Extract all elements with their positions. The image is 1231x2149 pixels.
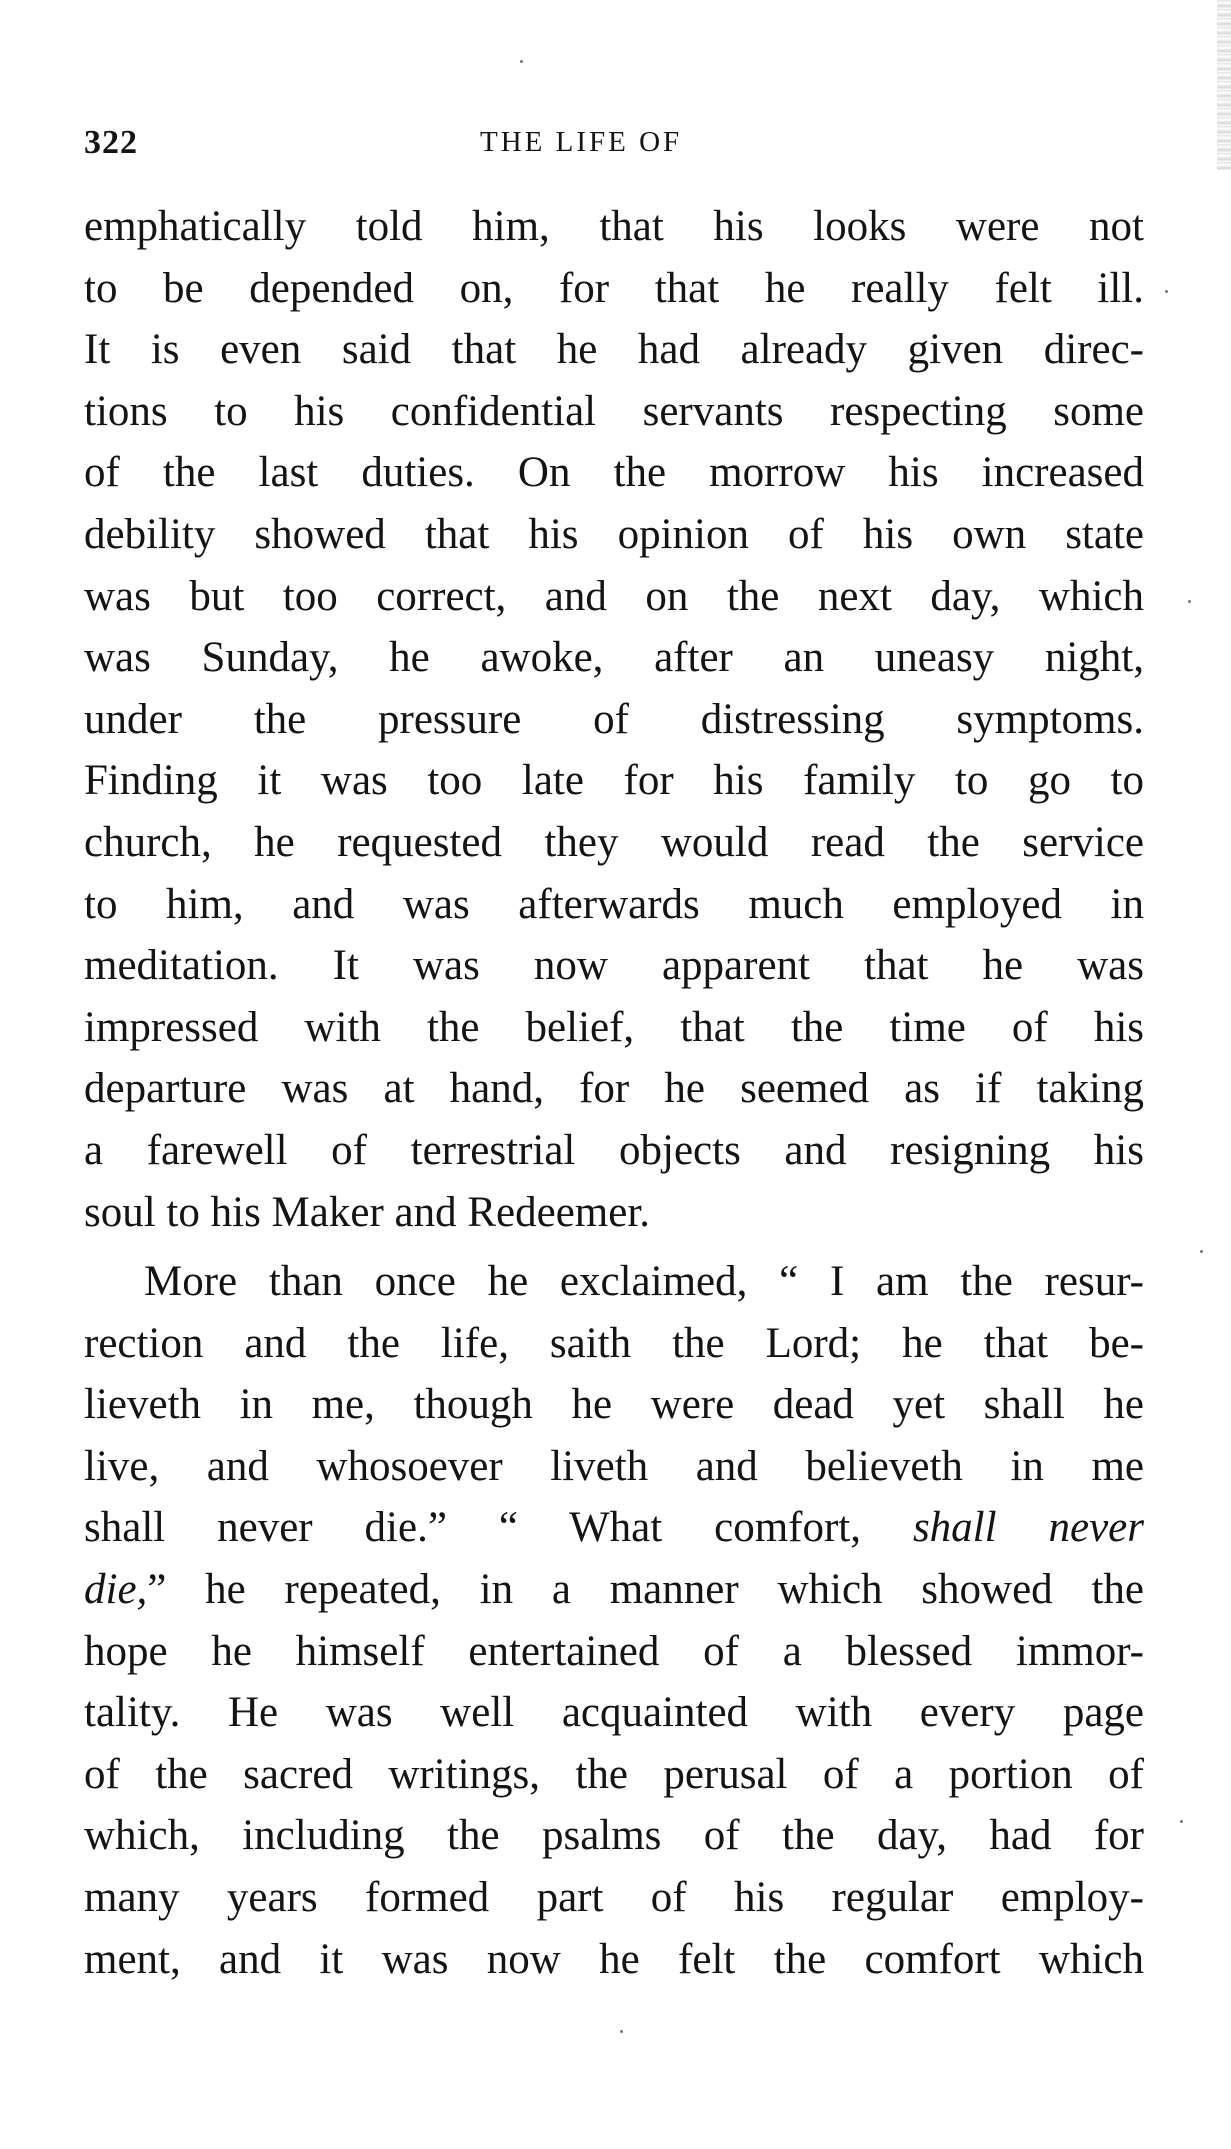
text-line: many years formed part of his regular employ-: [84, 1874, 1144, 1922]
paper-speck: [620, 2030, 623, 2033]
text-line: tions to his confidential servants respecting some: [84, 387, 1144, 435]
text-line: to him, and was afterwards much employed in: [84, 880, 1144, 928]
text-line: of the sacred writings, the perusal of a portion of: [84, 1750, 1144, 1798]
text-line: tality. He was well acquainted with every page: [84, 1689, 1144, 1737]
text-line: to be depended on, for that he really felt ill.: [84, 264, 1144, 312]
text-line: live, and whosoever liveth and believeth in me: [84, 1442, 1144, 1490]
text-line: of the last duties. On the morrow his increased: [84, 449, 1144, 497]
paragraph-end-line: soul to his Maker and Redeemer.: [84, 1188, 651, 1236]
paper-speck: [1200, 1250, 1203, 1253]
text-line: church, he requested they would read the service: [84, 818, 1144, 866]
paper-speck: [1180, 1820, 1183, 1823]
text-line: debility showed that his opinion of his own state: [84, 510, 1144, 558]
text-line: which, including the psalms of the day, had for: [84, 1812, 1144, 1860]
text-line: a farewell of terrestrial objects and resigning his: [84, 1126, 1144, 1174]
text-line-with-italic: [84, 1559, 1144, 1621]
text-line: rection and the life, saith the Lord; he that be-: [84, 1319, 1144, 1367]
text-line: Finding it was too late for his family to go to: [84, 757, 1144, 805]
text-line: meditation. It was now apparent that he was: [84, 942, 1144, 990]
text-line: departure was at hand, for he seemed as if taking: [84, 1065, 1144, 1113]
text-line: hope he himself entertained of a blessed immor-: [84, 1627, 1144, 1675]
text-line: ment, and it was now he felt the comfort which: [84, 1935, 1144, 1983]
roman-segment: shall never die.” “ What comfort,: [84, 1504, 913, 1552]
text-line-with-italic: [84, 1497, 1144, 1559]
running-title: THE LIFE OF: [480, 126, 683, 158]
page-header: [84, 124, 1144, 174]
paper-speck: [520, 60, 523, 63]
text-line: It is even said that he had already given direc-: [84, 326, 1144, 374]
page-number: 322: [84, 124, 138, 161]
paragraph-start-line: More than once he exclaimed, “ I am the resur-: [144, 1258, 1144, 1306]
body-text: [84, 196, 1144, 1990]
text-line: lieveth in me, though he were dead yet shall he: [84, 1381, 1144, 1429]
text-line: under the pressure of distressing symptoms.: [84, 695, 1144, 743]
text-line: impressed with the belief, that the time of his: [84, 1003, 1144, 1051]
roman-segment: ” he repeated, in a manner which showed the: [147, 1566, 1144, 1614]
page-edge-texture: [1217, 0, 1231, 170]
text-line: was but too correct, and on the next day, which: [84, 572, 1144, 620]
paper-speck: [1188, 600, 1191, 603]
text-line: was Sunday, he awoke, after an uneasy night,: [84, 634, 1144, 682]
paper-speck: [1165, 290, 1168, 293]
italic-segment: die,: [84, 1566, 148, 1614]
text-line: emphatically told him, that his looks were not: [84, 203, 1144, 250]
italic-segment: shall never: [912, 1504, 1144, 1552]
